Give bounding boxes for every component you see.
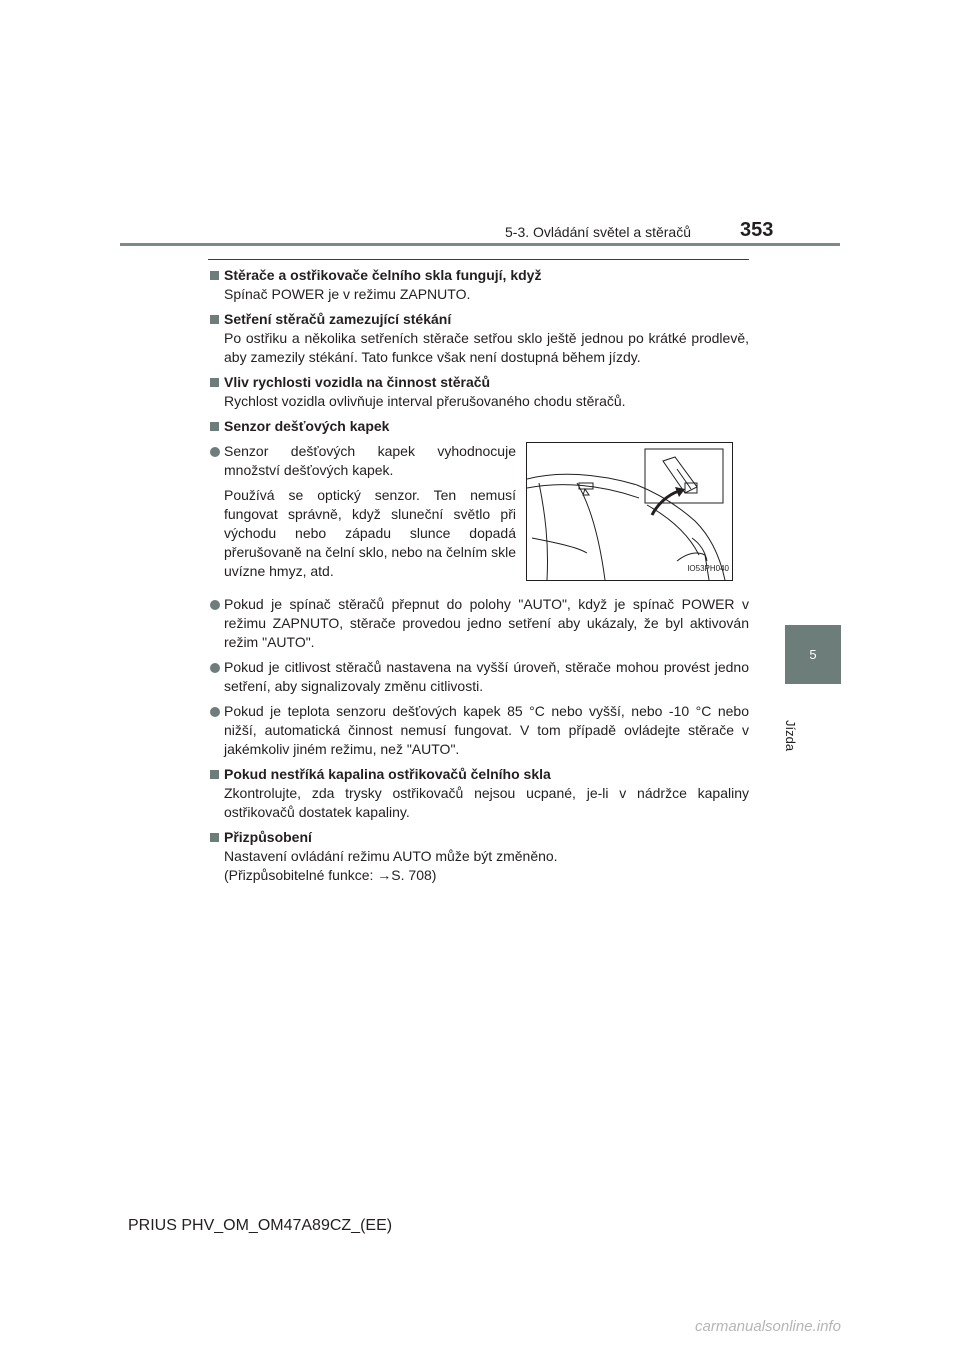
bullet-item: Pokud je spínač stěračů přepnut do polohy "AUTO", když je spínač POWER v režimu ZAPNUTO, stěrače provedou jedno setření aby ukázaly, že byl aktivován režim "AUTO". — [208, 595, 749, 652]
rain-sensor-illustration — [526, 442, 733, 581]
section-heading: Stěrače a ostřikovače čelního skla fungují, když — [208, 266, 749, 285]
page-content — [208, 266, 749, 891]
rain-sensor-block — [208, 442, 749, 587]
rain-sensor-note: Používá se optický senzor. Ten nemusí fungovat správně, když sluneční světlo při východu nebo západu slunce dopadá přerušovaně na čelní sklo, nebo na čelním skle uvízne hmyz, atd. — [224, 487, 516, 579]
header-rule — [120, 243, 840, 246]
watermark: carmanualsonline.info — [695, 1318, 841, 1335]
section-text: Zkontrolujte, zda trysky ostřikovačů nejsou ucpané, je-li v nádržce kapaliny ostřikovačů dostatek kapaliny. — [224, 785, 749, 820]
section-heading: Pokud nestříká kapalina ostřikovačů čelního skla — [208, 765, 749, 784]
rain-sensor-text — [208, 442, 516, 587]
section-text: Rychlost vozidla ovlivňuje interval přerušovaného chodu stěračů. — [224, 393, 626, 409]
section-heading: Vliv rychlosti vozidla na činnost stěračů — [208, 373, 749, 392]
section-text: Po ostřiku a několika setřeních stěrače setřou sklo ještě jednou po krátké prodlevě, aby zamezily stékání. Tato funkce však není dostupná během jízdy. — [224, 330, 749, 365]
bullet-item: Pokud je citlivost stěračů nastavena na vyšší úroveň, stěrače mohou provést jedno setření, aby signalizovaly změnu citlivosti. — [208, 658, 749, 696]
section-item — [208, 266, 749, 304]
section-text: Spínač POWER je v režimu ZAPNUTO. — [224, 286, 471, 302]
section-item — [208, 765, 749, 822]
section-item — [208, 310, 749, 367]
section-item — [208, 828, 749, 885]
section-heading: Senzor dešťových kapek — [208, 417, 749, 436]
section-text-reference: (Přizpůsobitelné funkce: →S. 708) — [224, 867, 437, 883]
section-text: Nastavení ovládání režimu AUTO může být změněno. — [224, 848, 558, 864]
content-top-rule — [208, 259, 749, 260]
rain-sensor-bullet: Senzor dešťových kapek vyhodnocuje množství dešťových kapek. — [224, 443, 516, 478]
section-item — [208, 373, 749, 411]
section-heading: Přizpůsobení — [208, 828, 749, 847]
document-code: PRIUS PHV_OM_OM47A89CZ_(EE) — [128, 1217, 393, 1234]
section-item — [208, 417, 749, 587]
page-number: 353 — [740, 219, 774, 241]
chapter-label: Jízda — [783, 720, 798, 752]
chapter-tab: 5 — [785, 625, 841, 684]
section-heading: Setření stěračů zamezující stékání — [208, 310, 749, 329]
bullet-item: Pokud je teplota senzoru dešťových kapek 85 °C nebo vyšší, nebo -10 °C nebo nižší, automatická činnost nemusí fungovat. V tom případě ovládejte stěrače v jakémkoliv jiném režimu, než "AUTO". — [208, 702, 749, 759]
figure-caption: IO53PH040 — [687, 564, 729, 573]
section-title: 5-3. Ovládání světel a stěračů — [505, 224, 691, 240]
